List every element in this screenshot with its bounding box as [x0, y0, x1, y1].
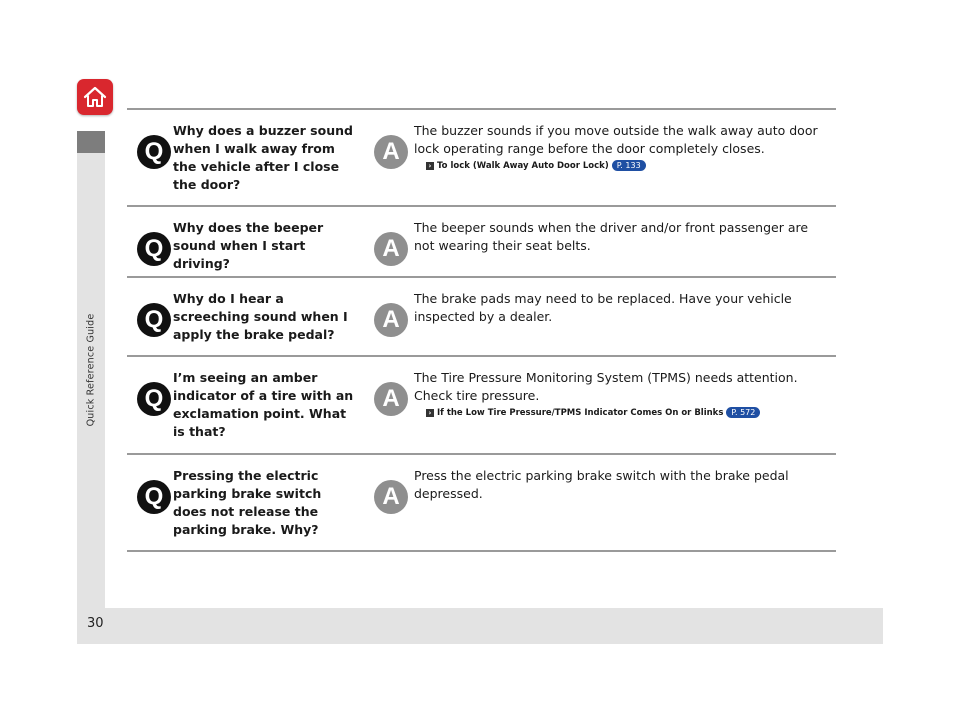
- qa-item: [127, 357, 836, 455]
- reference-arrow-icon: ›: [426, 409, 434, 417]
- answer-badge: A: [374, 232, 408, 266]
- qa-list: [127, 108, 836, 552]
- cross-reference[interactable]: [414, 159, 824, 173]
- answer-badge: A: [374, 303, 408, 337]
- footer-band: [77, 608, 883, 644]
- answer-badge: A: [374, 382, 408, 416]
- answer-text: The beeper sounds when the driver and/or front passenger are not wearing their seat belts.: [414, 220, 809, 253]
- answer-text: The brake pads may need to be replaced. Have your vehicle inspected by a dealer.: [414, 291, 792, 324]
- cross-reference[interactable]: [414, 406, 824, 420]
- qa-item: [127, 455, 836, 552]
- question-text: Why does a buzzer sound when I walk away from the vehicle after I close the door?: [173, 123, 353, 192]
- question-badge: Q: [137, 382, 171, 416]
- question-badge: Q: [137, 135, 171, 169]
- answer-body: The Tire Pressure Monitoring System (TPMS) needs attention. Check tire pressure.: [414, 370, 798, 403]
- sidebar-active-tab[interactable]: [77, 131, 105, 153]
- question-badge: Q: [137, 480, 171, 514]
- reference-text: If the Low Tire Pressure/TPMS Indicator Comes On or Blinks: [437, 408, 724, 418]
- question-text: Why do I hear a screeching sound when I apply the brake pedal?: [173, 291, 348, 342]
- answer-text: [414, 369, 824, 420]
- question-badge: Q: [137, 303, 171, 337]
- question-text: Pressing the electric parking brake switch does not release the parking brake. Why?: [173, 468, 322, 537]
- page-number: 30: [87, 616, 104, 631]
- page-link[interactable]: P. 572: [726, 407, 760, 418]
- answer-text: [414, 122, 824, 173]
- reference-text: To lock (Walk Away Auto Door Lock): [437, 161, 609, 171]
- question-badge: Q: [137, 232, 171, 266]
- question-text: I’m seeing an amber indicator of a tire with an exclamation point. What is that?: [173, 370, 354, 439]
- page-link[interactable]: P. 133: [612, 160, 646, 171]
- answer-text: Press the electric parking brake switch with the brake pedal depressed.: [414, 468, 789, 501]
- answer-badge: A: [374, 135, 408, 169]
- home-icon: [81, 83, 109, 111]
- qa-item: [127, 207, 836, 278]
- answer-body: The buzzer sounds if you move outside the walk away auto door lock operating range before the door completely closes.: [414, 123, 818, 156]
- home-button[interactable]: [77, 79, 113, 115]
- qa-item: [127, 110, 836, 207]
- question-text: Why does the beeper sound when I start driving?: [173, 220, 324, 271]
- section-label: Quick Reference Guide: [85, 313, 97, 427]
- reference-arrow-icon: ›: [426, 162, 434, 170]
- answer-badge: A: [374, 480, 408, 514]
- qa-item: [127, 278, 836, 357]
